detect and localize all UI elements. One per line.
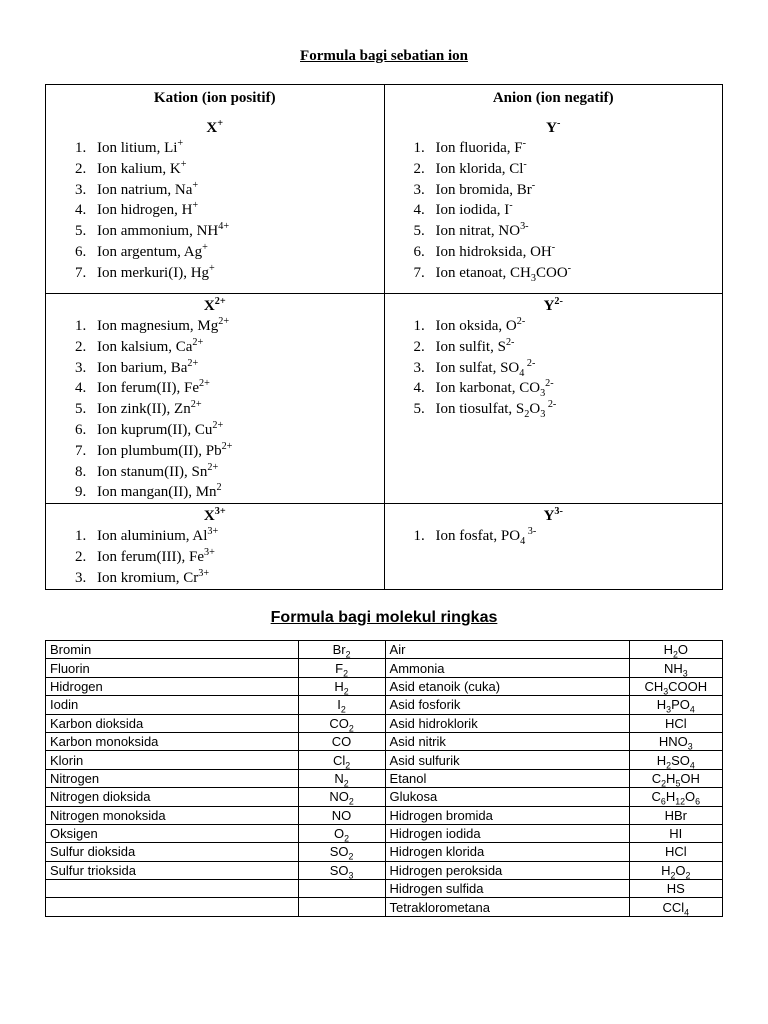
molecule-name-cell: Iodin [46, 696, 299, 714]
ion-list-item [414, 263, 723, 284]
ion-list-item [75, 200, 384, 221]
ion-list-number: 3. [75, 181, 87, 198]
molecule-formula-cell: $H_2O_2$ [629, 861, 722, 879]
ion-list-item [414, 526, 723, 547]
ion-list-item [414, 242, 723, 263]
molecule-name-cell: Hidrogen bromida [385, 806, 629, 824]
ion-list-number: 2. [75, 338, 87, 355]
molecule-formula-cell: $F_2$ [298, 659, 385, 677]
molecule-formula-cell: $CO_2$ [298, 714, 385, 732]
molecule-name-cell: Hidrogen sulfida [385, 880, 629, 898]
cation-group-label: $X^{2+}$ [203, 296, 226, 314]
ion-list-number: 2. [413, 160, 425, 177]
ion-list-text: Ion kalium, K+ [97, 158, 187, 177]
molecule-name-cell: Hidrogen iodida [385, 824, 629, 842]
molecule-name-cell: Oksigen [46, 824, 299, 842]
ion-list-text: Ion argentum, Ag+ [97, 241, 208, 260]
ion-list-number: 1. [413, 318, 425, 334]
ion-list-number: 4. [413, 380, 425, 397]
molecule-name-cell: Sulfur dioksida [46, 843, 299, 861]
molecule-formula-cell [298, 880, 385, 898]
ion-list-text: Ion sulfat, $SO_4$ $^{2-}$ [435, 357, 536, 379]
ion-list-number: 2. [75, 548, 87, 565]
molecule-formula-cell: HBr [629, 806, 722, 824]
molecule-name-cell: Ammonia [385, 659, 629, 677]
molecule-name-cell [46, 898, 299, 916]
ion-list-number: 1. [75, 528, 87, 545]
ion-list-number: 3. [75, 569, 87, 586]
ion-list-number: 5. [413, 401, 425, 418]
ion-list-text: Ion nitrat, $NO^{3-}$ [435, 221, 529, 240]
table-row [46, 880, 723, 898]
ion-list-text: Ion merkuri(I), Hg+ [97, 262, 215, 281]
molecule-formula-cell: $NO_2$ [298, 788, 385, 806]
ion-list-number: 2. [75, 160, 87, 177]
table-row [46, 806, 723, 824]
anion-list [385, 316, 723, 420]
ion-list-number: 2. [413, 338, 425, 355]
molecule-name-cell: Hidrogen klorida [385, 843, 629, 861]
molecule-name-cell: Asid hidroklorik [385, 714, 629, 732]
table-row [46, 843, 723, 861]
anion-cell-y3 [384, 504, 723, 589]
ion-list-text: Ion iodida, I- [435, 200, 513, 219]
molecule-formula-cell: HI [629, 824, 722, 842]
ion-list-text: Ion aluminium, $Al^{3+}$ [97, 526, 219, 545]
ion-list-item [414, 358, 723, 379]
ion-list-item [75, 526, 384, 547]
ion-list-item [414, 138, 723, 159]
molecule-formula-cell: CO [298, 732, 385, 750]
ion-list-number: 6. [413, 243, 425, 260]
ion-list-number: 1. [75, 140, 87, 156]
molecule-name-cell: Etanol [385, 769, 629, 787]
molecule-formula-cell: $H_2SO_4$ [629, 751, 722, 769]
molecule-formula-cell: $H_2$ [298, 677, 385, 695]
ion-list-item [414, 180, 723, 201]
table-row [46, 824, 723, 842]
ion-list-number: 7. [75, 442, 87, 459]
ion-list-number: 3. [413, 181, 425, 198]
ion-list-item [414, 337, 723, 358]
ion-list-text: Ion fluorida, F- [435, 138, 526, 156]
ion-list-text: Ion barium, $Ba^{2+}$ [97, 357, 199, 376]
ion-list-item [75, 441, 384, 462]
ion-list-number: 3. [413, 359, 425, 376]
molecule-name-cell: Asid fosforik [385, 696, 629, 714]
ion-list-number: 6. [75, 243, 87, 260]
ion-list-item [75, 462, 384, 483]
ion-list-item [75, 568, 384, 589]
ion-list-item [75, 337, 384, 358]
molecule-name-cell: Sulfur trioksida [46, 861, 299, 879]
molecule-name-cell: Nitrogen [46, 769, 299, 787]
anion-group-label: $Y^{3-}$ [543, 506, 563, 525]
molecule-formula-cell: NO [298, 806, 385, 824]
table-row [46, 677, 723, 695]
ion-list-text: Ion stanum(II), $Sn^{2+}$ [97, 461, 219, 480]
ion-list-text: Ion ferum(II), $Fe^{2+}$ [97, 378, 210, 397]
cation-column-header: Kation (ion positif) [153, 90, 276, 106]
table-row [46, 751, 723, 769]
table-row [46, 659, 723, 677]
ion-list-item [75, 547, 384, 568]
ion-list-item [75, 221, 384, 242]
molecule-name-cell: Nitrogen dioksida [46, 788, 299, 806]
table-row [46, 898, 723, 916]
cation-list [46, 138, 384, 284]
ion-list-text: Ion kuprum(II), $Cu^{2+}$ [97, 419, 224, 438]
ion-list-item [75, 482, 384, 503]
ion-list-item [75, 316, 384, 337]
ion-list-item [414, 316, 723, 337]
ion-list-text: Ion fosfat, $PO_4$ $^{3-}$ [435, 526, 537, 548]
molecule-formula-cell: $NH_3$ [629, 659, 722, 677]
anion-group-label: Y- [546, 118, 561, 136]
ion-header-row [46, 85, 723, 294]
ion-list-item [75, 138, 384, 159]
ion-list-text: Ion hidrogen, H+ [97, 200, 199, 219]
ion-list-number: 4. [75, 380, 87, 397]
ion-list-number: 8. [75, 463, 87, 480]
anion-group-label: $Y^{2-}$ [543, 296, 563, 314]
molecule-formula-cell: $HNO_3$ [629, 732, 722, 750]
ion-list-number: 1. [413, 140, 425, 156]
table-row [46, 696, 723, 714]
molecule-formula-cell [298, 898, 385, 916]
ion-list-text: Ion karbonat, $CO_3^{2-}$ [435, 378, 554, 400]
cation-cell-x1 [46, 85, 385, 294]
ion-list-text: Ion tiosulfat, $S_2O_3$ $^{2-}$ [435, 399, 557, 421]
molecule-table-body [46, 641, 723, 917]
molecule-formula-cell: $C_6H_{12}O_6$ [629, 788, 722, 806]
molecule-formula-cell: $SO_3$ [298, 861, 385, 879]
ion-list-number: 7. [413, 264, 425, 281]
table-row [46, 714, 723, 732]
molecule-formula-table [45, 640, 723, 917]
ion-list-text: Ion hidroksida, OH- [435, 241, 556, 260]
molecule-name-cell: Glukosa [385, 788, 629, 806]
table-row [46, 769, 723, 787]
molecule-name-cell: Hidrogen [46, 677, 299, 695]
ion-list-number: 4. [413, 202, 425, 219]
molecule-formula-cell: $SO_2$ [298, 843, 385, 861]
cation-cell-x3 [46, 504, 385, 589]
molecule-formula-cell: $I_2$ [298, 696, 385, 714]
molecule-formula-cell: $CH_3COOH$ [629, 677, 722, 695]
molecule-name-cell: Karbon dioksida [46, 714, 299, 732]
ion-list-text: Ion plumbum(II), $Pb^{2+}$ [97, 440, 233, 459]
table-row [46, 641, 723, 659]
molecule-formula-cell: $Br_2$ [298, 641, 385, 659]
ion-list-number: 3. [75, 359, 87, 376]
ion-list-number: 1. [75, 318, 87, 334]
molecule-name-cell: Bromin [46, 641, 299, 659]
ion-list-text: Ion bromida, Br- [435, 179, 536, 198]
molecule-name-cell: Karbon monoksida [46, 732, 299, 750]
simple-molecules-title: Formula bagi molekul ringkas [270, 609, 498, 626]
ion-list-text: Ion zink(II), $Zn^{2+}$ [97, 399, 202, 418]
molecule-name-cell: Asid etanoik (cuka) [385, 677, 629, 695]
ion-list-item [75, 263, 384, 284]
ion-list-number: 5. [75, 223, 87, 240]
ion-row-3 [46, 504, 723, 589]
anion-cell-y1 [384, 85, 723, 294]
molecule-formula-cell: HCl [629, 714, 722, 732]
anion-cell-y2 [384, 294, 723, 504]
ion-list-item [414, 399, 723, 420]
ion-list-text: Ion sulfit, $S^{2-}$ [435, 336, 515, 355]
ion-list-item [414, 221, 723, 242]
ion-list-text: Ion klorida, Cl- [435, 158, 527, 177]
molecule-name-cell: Asid nitrik [385, 732, 629, 750]
molecule-formula-cell: $H_3PO_4$ [629, 696, 722, 714]
ion-list-text: Ion ferum(III), $Fe^{3+}$ [97, 546, 215, 565]
molecule-name-cell: Fluorin [46, 659, 299, 677]
anion-list [385, 526, 723, 547]
ion-list-number: 5. [75, 401, 87, 418]
ionic-compounds-title: Formula bagi sebatian ion [300, 48, 468, 64]
ion-list-text: Ion natrium, Na+ [97, 179, 199, 198]
molecule-formula-cell: $O_2$ [298, 824, 385, 842]
molecule-formula-cell: $Cl_2$ [298, 751, 385, 769]
ion-list-number: 9. [75, 484, 87, 501]
molecule-name-cell [46, 880, 299, 898]
table-row [46, 732, 723, 750]
ion-list-number: 6. [75, 421, 87, 438]
cation-cell-x2 [46, 294, 385, 504]
molecule-name-cell: Asid sulfurik [385, 751, 629, 769]
molecule-formula-cell: $C_2H_5OH$ [629, 769, 722, 787]
molecule-name-cell: Air [385, 641, 629, 659]
ion-list-item [75, 399, 384, 420]
cation-group-label: $X^{3+}$ [203, 506, 226, 525]
ion-list-text: Ion oksida, $O^{2-}$ [435, 316, 526, 334]
molecule-name-cell: Nitrogen monoksida [46, 806, 299, 824]
ion-list-item [75, 378, 384, 399]
anion-column-header: Anion (ion negatif) [492, 90, 614, 106]
ion-list-item [414, 378, 723, 399]
anion-list [385, 138, 723, 284]
molecule-name-cell: Tetraklorometana [385, 898, 629, 916]
molecule-formula-cell: $N_2$ [298, 769, 385, 787]
molecule-formula-cell: CCl$_4$ [629, 898, 722, 916]
cation-list [46, 526, 384, 588]
ion-list-text: Ion etanoat, $CH_3COO^-$ [435, 262, 572, 284]
ion-list-item [75, 159, 384, 180]
ion-row-2 [46, 294, 723, 504]
molecule-formula-cell: HS [629, 880, 722, 898]
ion-list-text: Ion kalsium, $Ca^{2+}$ [97, 336, 204, 355]
ion-list-item [414, 200, 723, 221]
table-row [46, 788, 723, 806]
ion-list-text: Ion kromium, $Cr^{3+}$ [97, 567, 210, 586]
ion-list-number: 5. [413, 223, 425, 240]
ion-list-text: Ion ammonium, $NH^{4+}$ [97, 221, 230, 240]
molecule-formula-cell: $H_2O$ [629, 641, 722, 659]
ion-list-text: Ion litium, Li+ [97, 138, 184, 156]
table-row [46, 861, 723, 879]
ion-list-item [75, 242, 384, 263]
ionic-formula-table [45, 84, 723, 590]
molecule-formula-cell: HCl [629, 843, 722, 861]
cation-list [46, 316, 384, 503]
ion-list-item [75, 420, 384, 441]
cation-group-label: X+ [206, 118, 224, 136]
molecule-name-cell: Klorin [46, 751, 299, 769]
ion-list-number: 4. [75, 202, 87, 219]
ion-list-number: 1. [413, 528, 425, 545]
ion-list-text: Ion mangan(II), Mn$^2$ [97, 482, 222, 501]
ion-list-item [75, 358, 384, 379]
ion-list-item [414, 159, 723, 180]
ion-list-number: 7. [75, 264, 87, 281]
ion-list-item [75, 180, 384, 201]
ion-list-text: Ion magnesium, $Mg^{2+}$ [97, 316, 230, 334]
molecule-name-cell: Hidrogen peroksida [385, 861, 629, 879]
